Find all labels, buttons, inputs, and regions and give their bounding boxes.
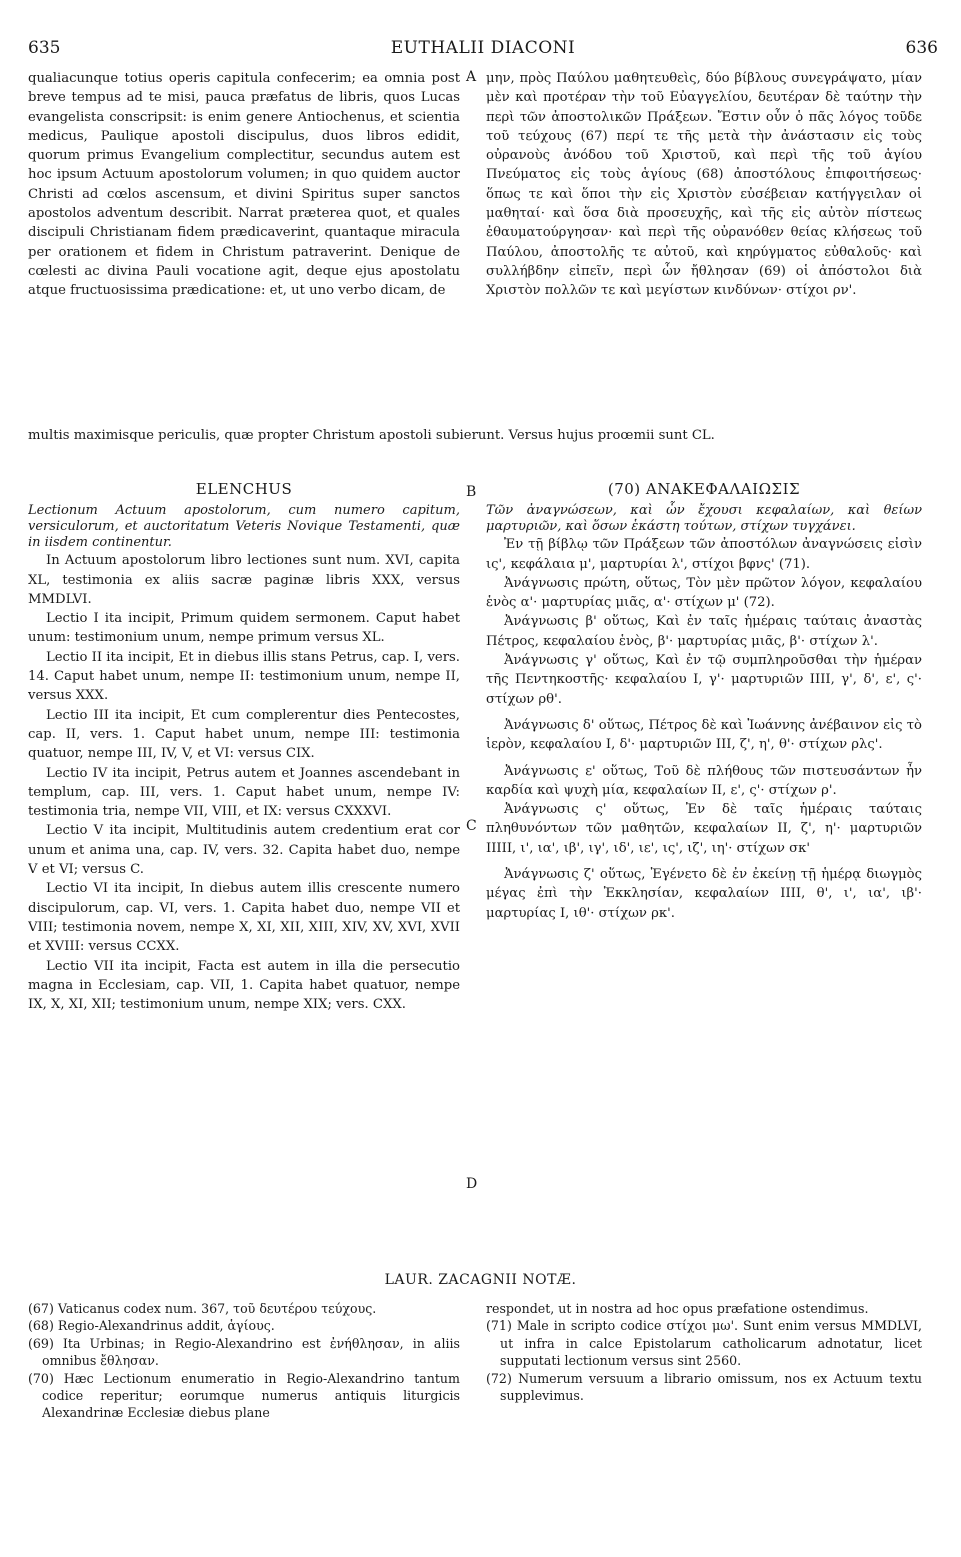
anakephalaiosis-para: Ἀνάγνωσις ς' οὕτως, Ἐν δὲ ταῖς ἡμέραις ταύταις πληθυνόντων τῶν μαθητῶν, κεφαλαίων II, ζ', η'· μαρτυριῶν IIIII, ι', ια', ιβ', ιγ', ιδ', ιε', ις', ιζ', ιη'· στίχων σκ' <box>486 802 922 856</box>
anakephalaiosis-para: Ἀνάγνωσις ε' οὕτως, Τοῦ δὲ πλήθους τῶν πιστευσάντων ἦν καρδία καὶ ψυχὴ μία, κεφαλαίων II, ε', ς'· στίχων ρ'. <box>486 763 922 798</box>
anakephalaiosis-subtitle: Τῶν ἀναγνώσεων, καὶ ὧν ἔχουσι κεφαλαίων, καὶ θείων μαρτυριῶν, καὶ ὅσων ἑκάστη τούτων, στίχων τυγχάνει. <box>486 503 922 535</box>
elenchus-para: Lectio VI ita incipit, In diebus autem illis crescente numero discipulorum, cap. VI, vers. 1. Capita habet duo, nempe VII et VIII; testimonia novem, nempe X, XI, XII, XIII, XIV, XV, XVI, XVII et XVIII: versus CCXX. <box>28 881 460 955</box>
notes-left-column <box>28 1300 460 1500</box>
anakephalaiosis-para: Ἀνάγνωσις πρώτη, οὕτως, Τὸν μὲν πρῶτον λόγον, κεφαλαίου ἑνὸς α'· μαρτυρίας μιᾶς, α'· στίχων μ' (72). <box>486 575 922 611</box>
footnote: (71) Male in scripto codice στίχοι μω'. Sunt enim versus MMDLVI, ut infra in calce Epistolarum catholicarum adnotatur, licet supputati lectionum versus sint 2560. <box>486 1318 922 1369</box>
elenchus-para: Lectio II ita incipit, Et in diebus illis stans Petrus, cap. I, vers. 14. Caput habet unum, nempe II: testimonium unum, nempe II, versus XXX. <box>28 649 460 704</box>
margin-marker-d: D <box>466 1176 478 1192</box>
elenchus-para: Lectio III ita incipit, Et cum complerentur dies Pentecostes, cap. II, vers. 1. Caput habet unum, nempe III: testimonia quatuor, nempe III, IV, V, et VI: versus CIX. <box>28 707 460 762</box>
anakephalaiosis-column <box>486 480 922 1260</box>
footnote: (70) Hæc Lectionum enumeratio in Regio-Alexandrino tantum codice reperitur; eorumque numerus antiquis liturgicis Alexandrinæ Ecclesiæ diebus plane <box>28 1370 460 1421</box>
footnote: (69) Ita Urbinas; in Regio-Alexandrino est ἐνήθλησαν, in aliis omnibus ἔθλησαν. <box>28 1335 460 1369</box>
intro-latin-text: qualiacunque totius operis capitula confecerim; ea omnia post breve tempus ad te misi, pauca præfatus de libris, quos Lucas evangelista conscripsit: is enim genere Antiochenus, et scientia medicus, Paulique apostoli discipulus, duos libros edidit, quorum primus Evangelium complectitur, secundus autem est hoc ipsum Actuum apostolorum volumen; in quo quidem auctor Christi ad cœlos ascensum, et divini Spiritus super sanctos apostolos adventum describit. Narrat præterea quot, et quales discipuli Christianam fidem prædicaverint, quantaque miracula per orationem et fidem in Christum patraverint. Denique de cœlesti ac divina Pauli vocatione agit, deque ejus apostolatu atque fructuosissima prædicatione: et, ut uno verbo dicam, de <box>28 71 460 299</box>
margin-marker-b: B <box>466 484 477 500</box>
footnote-continuation: respondet, ut in nostra ad hoc opus præfatione ostendimus. <box>486 1301 869 1316</box>
page-header <box>28 38 938 62</box>
footnote: (68) Regio-Alexandrinus addit, ἁγίους. <box>28 1318 275 1334</box>
anakephalaiosis-title: (70) ΑΝΑΚΕΦΑΛΑΙΩΣΙΣ <box>607 480 801 498</box>
anakephalaiosis-para: Ἀνάγνωσις δ' οὕτως, Πέτρος δὲ καὶ Ἰωάννης ἀνέβαινον εἰς τὸ ἱερὸν, κεφαλαίου I, δ'· μαρτυριῶν III, ζ', η', θ'· στίχων ρλς'. <box>486 717 922 753</box>
elenchus-column <box>28 480 460 1260</box>
elenchus-para: In Actuum apostolorum libro lectiones sunt num. XVI, capita XL, testimonia ex aliis sacræ paginæ libris XXX, versus MMDLVI. <box>28 553 460 607</box>
notes-title: LAUR. ZACAGNII NOTÆ. <box>384 1272 577 1288</box>
intro-greek-column <box>486 69 922 425</box>
elenchus-title: ELENCHUS <box>195 480 293 498</box>
footnote: (72) Numerum versuum a librario omissum, nos ex Actuum textu supplevimus. <box>486 1370 922 1404</box>
elenchus-para: Lectio VII ita incipit, Facta est autem in illa die persecutio magna in Ecclesiam, cap. VII, 1. Capita habet quatuor, nempe IX, X, XI, XII; testimonium unum, nempe XIX; vers. CXX. <box>28 958 460 1013</box>
intro-greek-text: μην, πρὸς Παύλου μαθητευθεὶς, δύο βίβλους συνεγράψατο, μίαν μὲν καὶ προτέραν τὴν τοῦ Εὐαγγελίου, δευτέραν δὲ ταύτην τὴν περὶ τῶν ἀποστολικῶν Πράξεων. Ἔστιν οὖν ὁ πᾶς λόγος τοῦδε τοῦ τεύχους (67) περί τε τῆς μετὰ τὴν ἀνάστασιν εἰς τοὺς οὐρανοὺς ἀνόδου τοῦ Χριστοῦ, καὶ περὶ τῆς τοῦ ἁγίου Πνεύματος εἰς τοὺς ἁγίους (68) ἀποστόλους ἐπιφοιτήσεως· ὅπως τε καὶ ὅποι τὴν εἰς Χριστὸν εὐσέβειαν κατήγγειλαν οἱ μαθηταί· καὶ ὅσα διὰ προσευχῆς, καὶ τῆς εἰς αὐτὸν πίστεως ἐθαυματούργησαν· καὶ περὶ τῆς οὐρανόθεν θείας κλήσεως τοῦ Παύλου, ἀποστολῆς τε αὐτοῦ, καὶ κηρύγματος εὐθαλοῦς· καὶ συλλήβδην εἰπεῖν, περὶ ὧν ἤθλησαν (69) οἱ ἀπόστολοι διὰ Χριστὸν πολλῶν τε καὶ μεγίστων κινδύνων· στίχοι ρν'. <box>486 71 922 299</box>
anakephalaiosis-para: Ἀνάγνωσις ζ' οὕτως, Ἐγένετο δὲ ἐν ἐκείνῃ τῇ ἡμέρᾳ διωγμὸς μέγας ἐπὶ τὴν Ἐκκλησίαν, κεφαλαίων IIII, θ', ι', ια', ιβ'· μαρτυρίας I, ιθ'· στίχων ρκ'. <box>486 867 922 921</box>
elenchus-para: Lectio IV ita incipit, Petrus autem et Joannes ascendebant in templum, cap. III, vers. 1. Caput habet unum, nempe IV: testimonia tria, nempe VII, VIII, et IX: versus CXXXVI. <box>28 765 460 820</box>
margin-marker-a: A <box>466 69 477 85</box>
page-number-right: 636 <box>905 38 938 58</box>
notes-right-column <box>486 1300 922 1500</box>
elenchus-subtitle: Lectionum Actuum apostolorum, cum numero capitum, versiculorum, et auctoritatum Veteris Novique Testamenti, quæ in iisdem continentur. <box>28 503 460 551</box>
footnote: (67) Vaticanus codex num. 367, τοῦ δευτέρου τεύχους. <box>28 1301 377 1316</box>
anakephalaiosis-para: Ἀνάγνωσις β' οὕτως, Καὶ ἐν ταῖς ἡμέραις ταύταις ἀναστὰς Πέτρος, κεφαλαίου ἑνὸς, β'· μαρτυρίας μιᾶς, β'· στίχων λ'. <box>486 614 922 649</box>
running-title: EUTHALII DIACONI <box>390 38 576 58</box>
page-number-left: 635 <box>28 38 61 58</box>
elenchus-para: Lectio V ita incipit, Multitudinis autem credentium erat cor unum et anima una, cap. IV, vers. 32. Capita habet duo, nempe V et VI; versus C. <box>28 823 460 878</box>
margin-marker-c: C <box>466 818 477 834</box>
intro-closing-line: multis maximisque periculis, quæ propter Christum apostoli subierunt. Versus hujus proœmii sunt CL. <box>28 428 715 443</box>
intro-latin-column <box>28 69 460 425</box>
anakephalaiosis-para: Ἀνάγνωσις γ' οὕτως, Καὶ ἐν τῷ συμπληροῦσθαι τὴν ἡμέραν τῆς Πεντηκοστῆς· κεφαλαίου I, γ'· μαρτυριῶν IIII, γ', δ', ε', ς'· στίχων ρθ'. <box>486 653 922 707</box>
elenchus-para: Lectio I ita incipit, Primum quidem sermonem. Caput habet unum: testimonium unum, nempe primum versus XL. <box>28 611 460 646</box>
anakephalaiosis-para: Ἐν τῇ βίβλῳ τῶν Πράξεων τῶν ἀποστόλων ἀναγνώσεις εἰσὶν ις', κεφάλαια μ', μαρτυρίαι λ', στίχοι βφνς' (71). <box>486 537 922 572</box>
